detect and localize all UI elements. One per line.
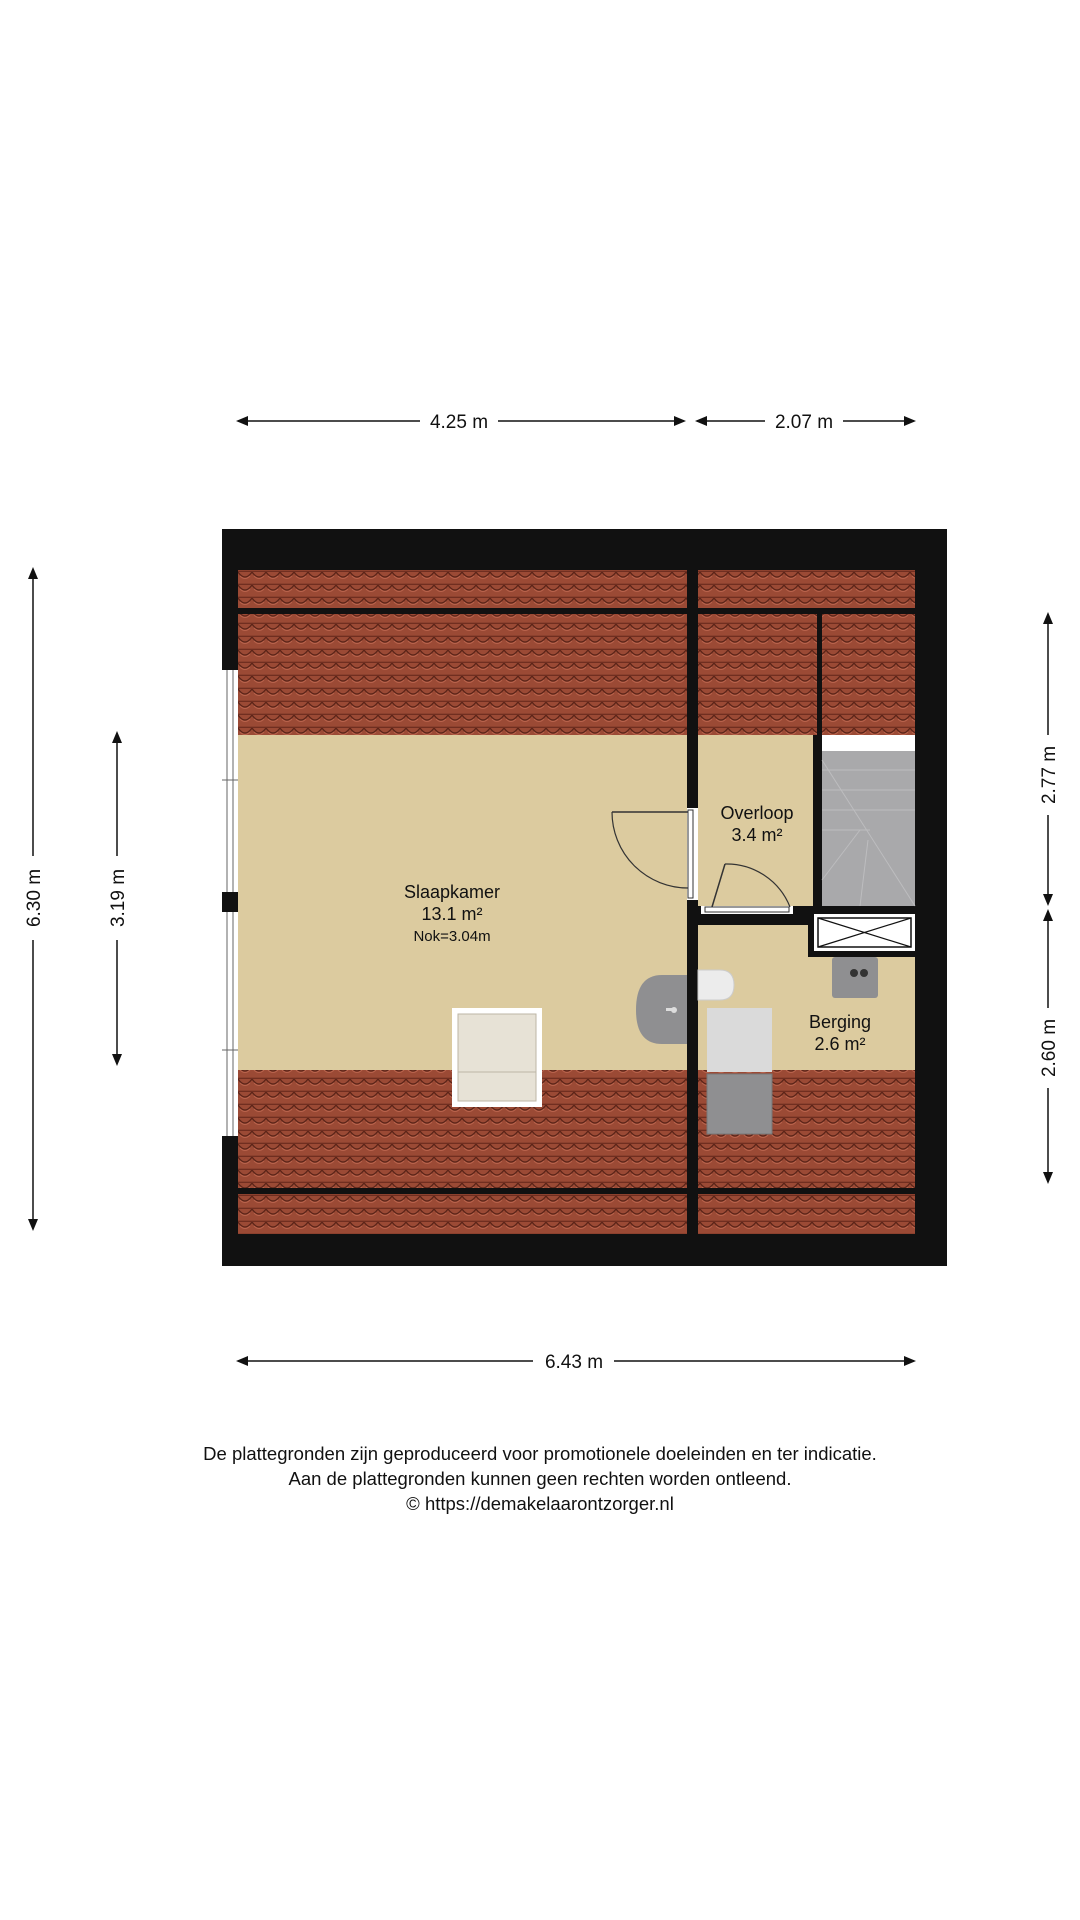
dimension-label: 6.43 m xyxy=(544,1352,604,1373)
window-icon xyxy=(222,670,238,912)
washing-machine-icon xyxy=(832,957,878,998)
dimension-top-left xyxy=(236,412,686,433)
dimension-left-outer xyxy=(24,567,45,1231)
room-name: Slaapkamer xyxy=(403,882,501,902)
arrow-up-icon xyxy=(28,567,38,579)
room-area: 3.4 m² xyxy=(731,825,783,845)
dimension-label: 6.30 m xyxy=(24,868,45,928)
roof-slope-top xyxy=(238,570,915,735)
arrow-up-icon xyxy=(1043,612,1053,624)
disclaimer xyxy=(0,1441,1080,1516)
dimension-top-right xyxy=(695,412,916,433)
arrow-right-icon xyxy=(904,1356,916,1366)
dimension-label: 2.07 m xyxy=(774,412,834,433)
dimension-label: 3.19 m xyxy=(108,868,129,928)
toilet-icon xyxy=(698,970,734,1000)
roof-slope-bottom xyxy=(238,1070,915,1234)
dimension-label: 2.77 m xyxy=(1039,745,1060,805)
skylight-icon xyxy=(452,1008,542,1107)
overloop-floor xyxy=(698,735,817,912)
arrow-down-icon xyxy=(112,1054,122,1066)
dimension-right-upper xyxy=(1039,612,1060,906)
arrow-up-icon xyxy=(112,731,122,743)
copyright-link[interactable]: © https://demakelaarontzorger.nl xyxy=(406,1493,674,1514)
arrow-left-icon xyxy=(236,416,248,426)
stairs-icon xyxy=(822,735,915,906)
dimension-right-lower xyxy=(1039,909,1060,1184)
dimension-left-inner xyxy=(108,731,129,1066)
sink-icon xyxy=(636,975,687,1044)
arrow-down-icon xyxy=(1043,1172,1053,1184)
room-name: Berging xyxy=(808,1012,872,1032)
arrow-right-icon xyxy=(904,416,916,426)
skylight-icon xyxy=(814,914,915,951)
room-area: 13.1 m² xyxy=(421,904,483,924)
dimension-bottom xyxy=(236,1352,916,1373)
arrow-down-icon xyxy=(1043,894,1053,906)
disclaimer-line: Aan de plattegronden kunnen geen rechten worden ontleend. xyxy=(288,1468,792,1489)
arrow-down-icon xyxy=(28,1219,38,1231)
disclaimer-line: De plattegronden zijn geproduceerd voor promotionele doeleinden en ter indicatie. xyxy=(203,1443,877,1464)
dimension-label: 2.60 m xyxy=(1039,1018,1060,1078)
arrow-left-icon xyxy=(236,1356,248,1366)
arrow-up-icon xyxy=(1043,909,1053,921)
room-area: 2.6 m² xyxy=(814,1034,866,1054)
storage-box xyxy=(707,1008,772,1134)
dimension-label: 4.25 m xyxy=(429,412,489,433)
window-icon xyxy=(222,912,238,1136)
room-ridge-height: Nok=3.04m xyxy=(413,928,491,945)
room-name: Overloop xyxy=(720,803,794,823)
arrow-right-icon xyxy=(674,416,686,426)
arrow-left-icon xyxy=(695,416,707,426)
